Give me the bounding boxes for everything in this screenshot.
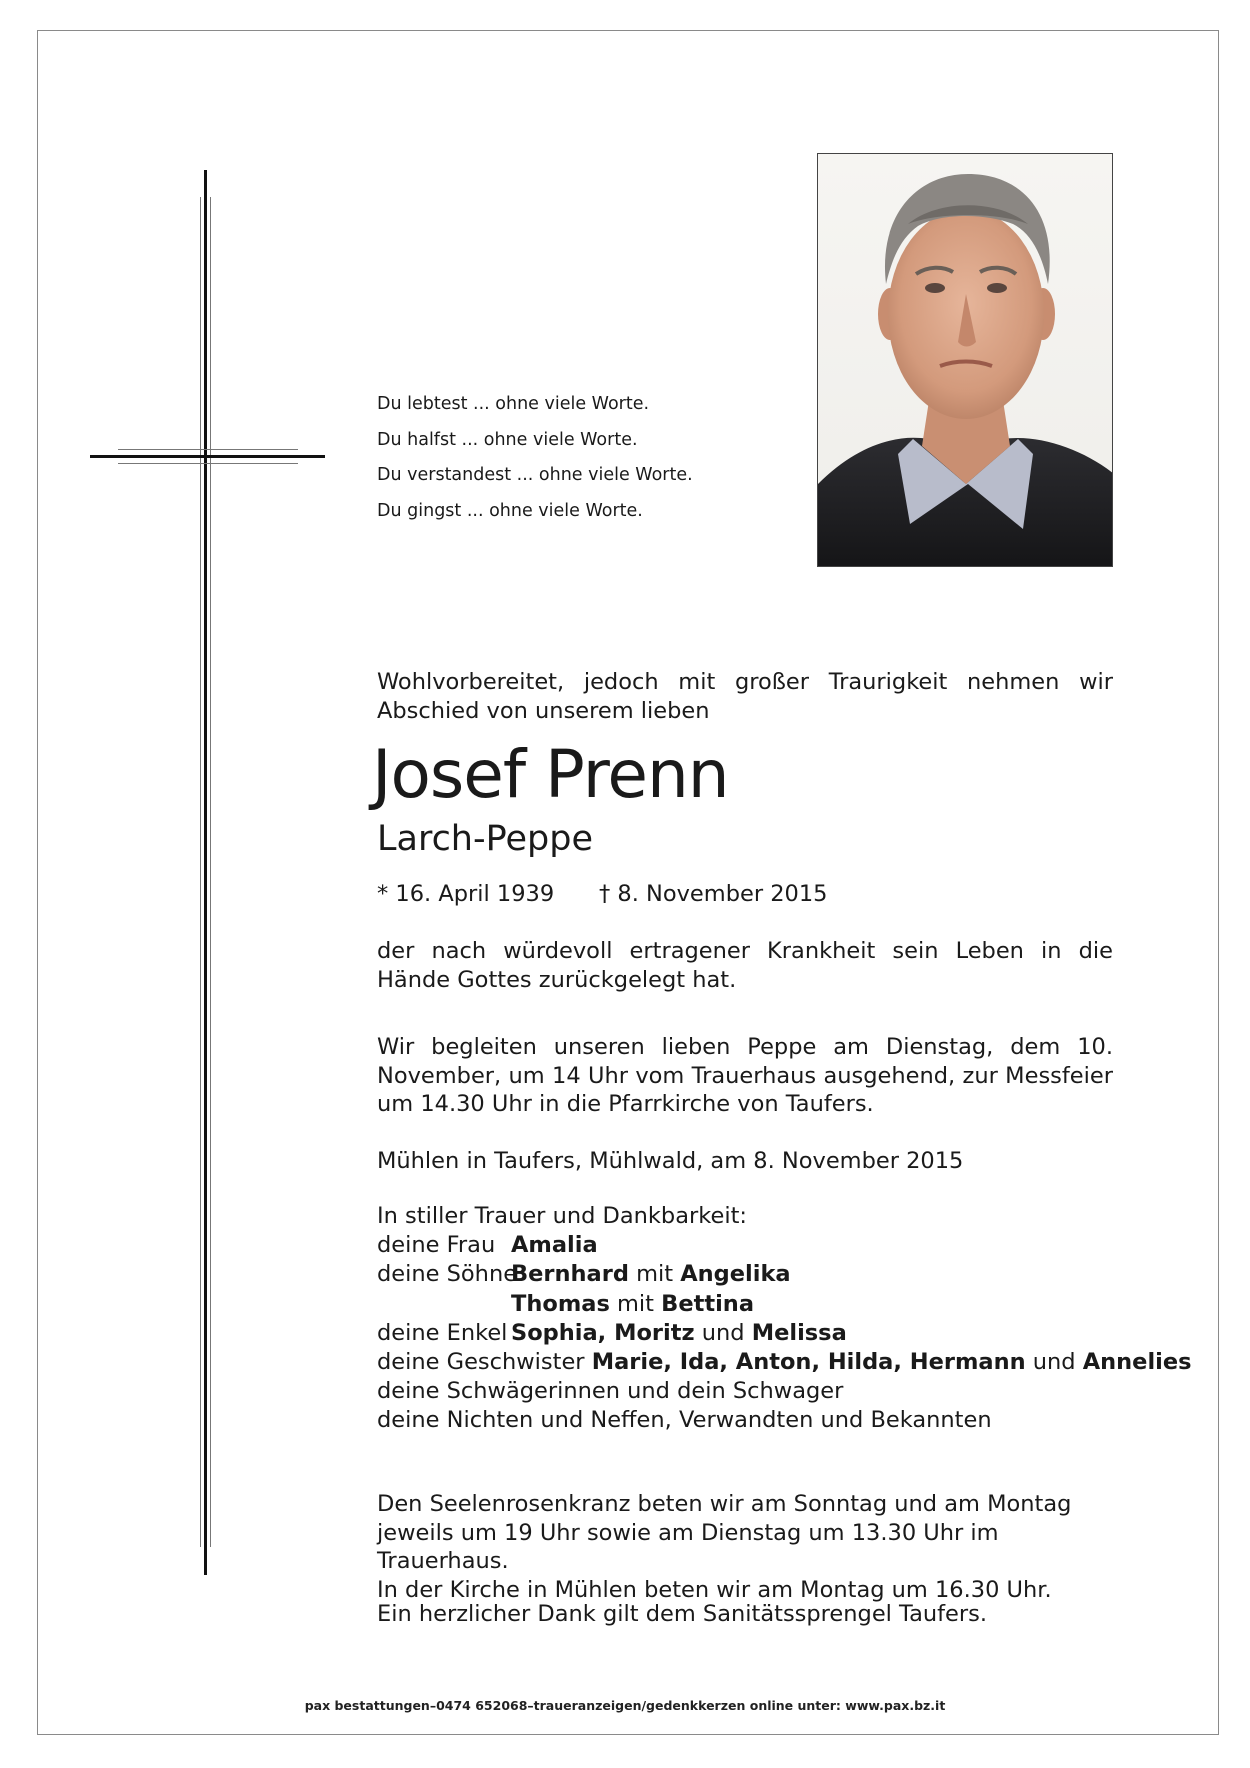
footer-text: pax bestattungen–0474 652068–traueranzeigen/gedenkkerzen online unter: www.pax.bz.it bbox=[304, 1698, 946, 1713]
family-row-grandchildren bbox=[377, 1319, 1113, 1348]
birth-date: * 16. April 1939 bbox=[377, 881, 555, 907]
family-label: deine Frau bbox=[377, 1232, 496, 1259]
family-name: Sophia, Moritz bbox=[511, 1319, 695, 1346]
family-name: Bernhard bbox=[511, 1261, 629, 1288]
place-date: Mühlen in Taufers, Mühlwald, am 8. November 2015 bbox=[377, 1148, 964, 1174]
family-connector: und bbox=[1032, 1349, 1076, 1376]
family-name: Annelies bbox=[1082, 1349, 1192, 1376]
family-name: Thomas bbox=[511, 1290, 610, 1317]
family-row-siblings bbox=[377, 1348, 1192, 1377]
family-list bbox=[377, 1202, 1192, 1436]
poem-line: Du lebtest ... ohne viele Worte. bbox=[377, 394, 650, 414]
funeral-info: Wir begleiten unseren lieben Peppe am Dienstag, dem 10. November, um 14 Uhr vom Trauerhaus ausgehend, zur Messfeier um 14.30 Uhr in die Pfarrkirche von Taufers. bbox=[377, 1034, 1113, 1117]
family-label: deine Enkel bbox=[377, 1319, 508, 1346]
passing-text: der nach würdevoll ertragener Krankheit sein Leben in die Hände Gottes zurückgelegt hat. bbox=[377, 938, 1113, 993]
family-row-sons-2 bbox=[377, 1290, 1113, 1319]
family-name: Marie, Ida, Anton, Hilda, Hermann bbox=[591, 1349, 1026, 1376]
deceased-name: Josef Prenn bbox=[372, 736, 729, 813]
poem-line: Du verstandest ... ohne viele Worte. bbox=[377, 465, 693, 485]
family-connector: mit bbox=[636, 1261, 674, 1288]
family-name: Melissa bbox=[751, 1319, 847, 1346]
poem bbox=[377, 387, 777, 529]
family-name: Angelika bbox=[680, 1261, 791, 1288]
family-label: deine Geschwister bbox=[377, 1349, 585, 1376]
rosary-line: Den Seelenrosenkranz beten wir am Sonntag und am Montag bbox=[377, 1491, 1072, 1517]
intro-text: Wohlvorbereitet, jedoch mit großer Traurigkeit nehmen wir Abschied von unserem lieben bbox=[377, 669, 1113, 724]
rosary-info bbox=[377, 1490, 1113, 1604]
death-date: † 8. November 2015 bbox=[599, 881, 828, 907]
poem-line: Du gingst ... ohne viele Worte. bbox=[377, 500, 643, 521]
family-heading: In stiller Trauer und Dankbarkeit: bbox=[377, 1203, 747, 1229]
family-row-inlaws: deine Schwägerinnen und dein Schwager bbox=[377, 1378, 844, 1405]
family-name: Amalia bbox=[511, 1232, 598, 1259]
rosary-line: jeweils um 19 Uhr sowie am Dienstag um 13.30 Uhr im Trauerhaus. bbox=[377, 1519, 999, 1574]
portrait-photo bbox=[817, 153, 1113, 567]
family-row-relatives: deine Nichten und Neffen, Verwandten und Bekannten bbox=[377, 1407, 992, 1434]
family-connector: und bbox=[701, 1319, 745, 1346]
deceased-nickname: Larch-Peppe bbox=[377, 819, 593, 859]
thanks-text: Ein herzlicher Dank gilt dem Sanitätssprengel Taufers. bbox=[377, 1601, 988, 1627]
family-label: deine Söhne bbox=[377, 1261, 518, 1288]
poem-line: Du halfst ... ohne viele Worte. bbox=[377, 429, 638, 450]
family-row-wife bbox=[377, 1231, 1113, 1260]
family-name: Bettina bbox=[661, 1290, 755, 1317]
life-dates bbox=[377, 880, 828, 908]
family-connector: mit bbox=[617, 1290, 655, 1317]
family-row-sons bbox=[377, 1260, 1113, 1289]
rosary-line: In der Kirche in Mühlen beten wir am Montag um 16.30 Uhr. bbox=[377, 1576, 1052, 1603]
